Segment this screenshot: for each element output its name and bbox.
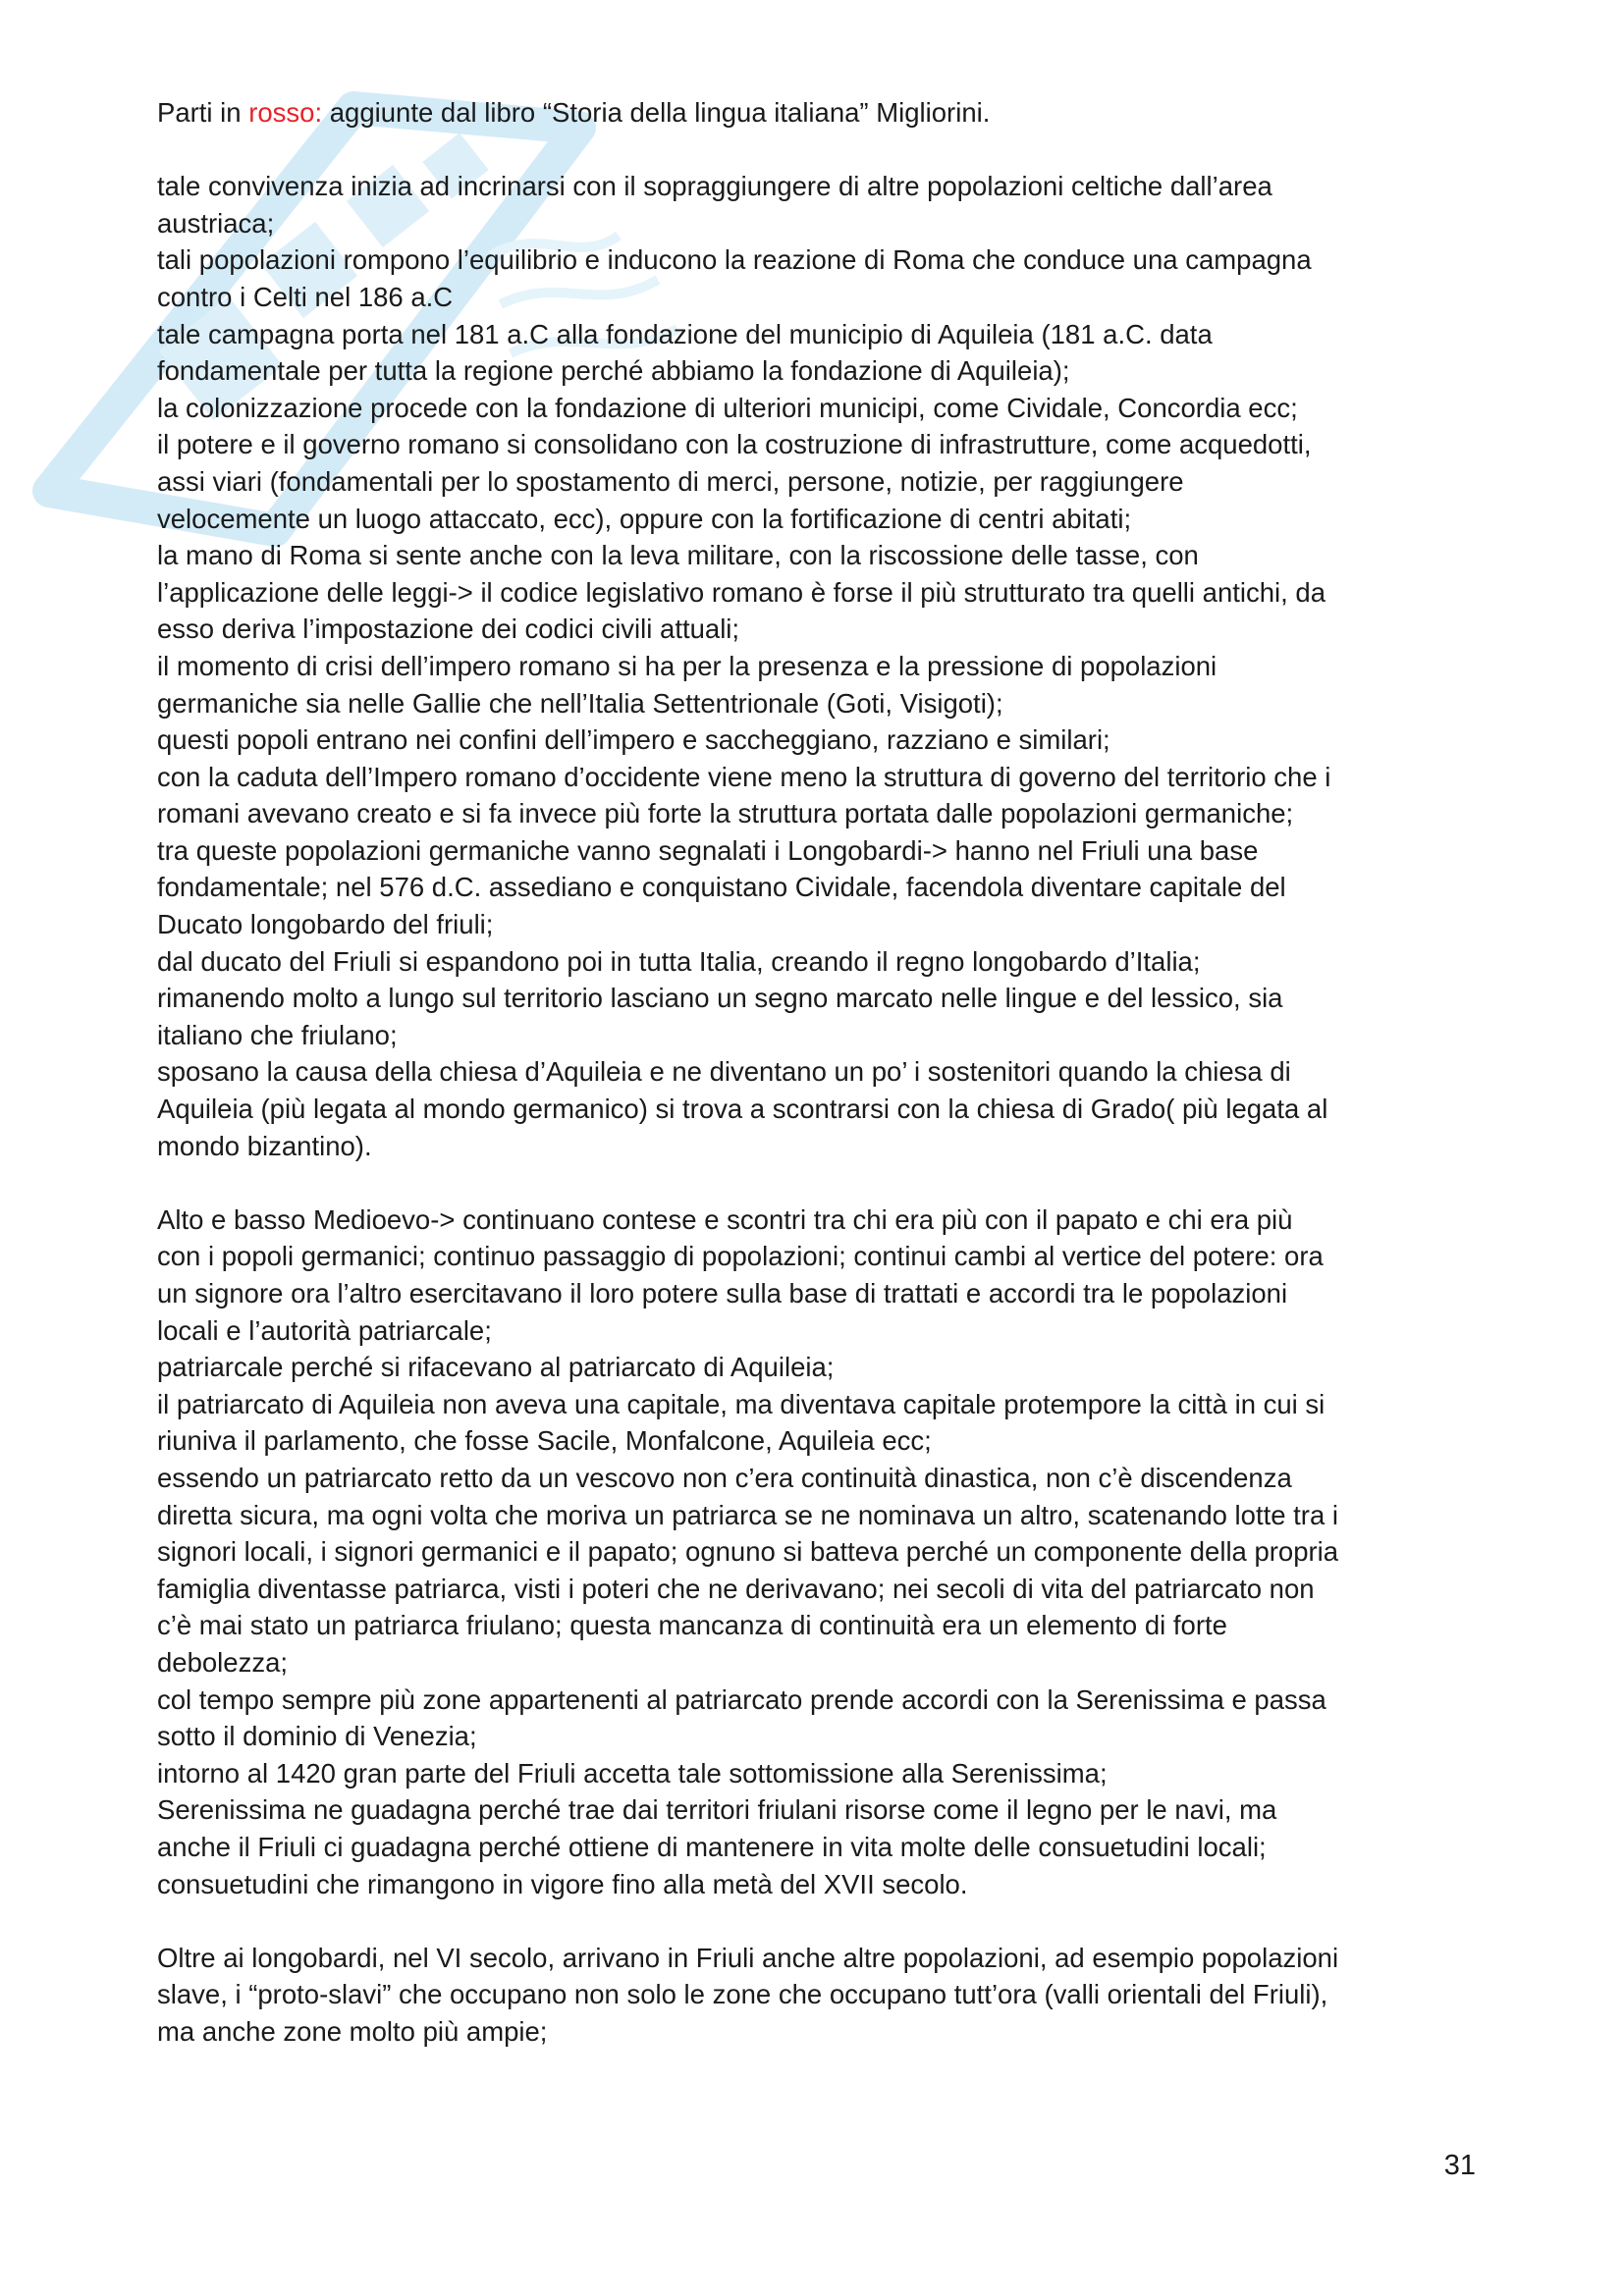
header-suffix: aggiunte dal libro “Storia della lingua italiana” Migliorini. [322,97,991,128]
text-line: assi viari (fondamentali per lo spostamento di merci, persone, notizie, per raggiungere [157,465,1184,497]
text-line: locali e l’autorità patriarcale; [157,1314,492,1346]
header-highlight: rosso: [248,97,323,128]
text-line: Aquileia (più legata al mondo germanico) si trova a scontrarsi con la chiesa di Grado( più legata al [157,1094,1328,1125]
paragraph-gap [157,1902,1483,1940]
text-line: germaniche sia nelle Gallie che nell’Italia Settentrionale (Goti, Visigoti); [157,687,1003,719]
text-line: romani avevano creato e si fa invece più forte la struttura portata dalle popolazioni germaniche; [157,798,1294,829]
text-line: signori locali, i signori germanici e il papato; ognuno si batteva perché un componente della propria [157,1536,1339,1568]
text-line: Alto e basso Medioevo-> continuano contese e scontri tra chi era più con il papato e chi era più [157,1203,1293,1235]
text-line: Serenissima ne guadagna perché trae dai territori friulani risorse come il legno per le navi, ma [157,1794,1277,1826]
text-line: un signore ora l’altro esercitavano il loro potere sulla base di trattati e accordi tra le popolazioni [157,1278,1288,1308]
paragraph-1 [157,168,1483,1164]
text-line: riuniva il parlamento, che fosse Sacile, Monfalcone, Aquileia ecc; [157,1425,932,1457]
text-line: tali popolazioni rompono l’equilibrio e inducono la reazione di Roma che conduce una campagna [157,244,1312,276]
text-line: velocemente un luogo attaccato, ecc), oppure con la fortificazione di centri abitati; [157,503,1132,534]
text-line: patriarcale perché si rifacevano al patriarcato di Aquileia; [157,1352,835,1383]
text-line: ma anche zone molto più ampie; [157,2015,548,2047]
text-line: col tempo sempre più zone appartenenti al patriarcato prende accordi con la Serenissima e passa [157,1683,1326,1715]
text-line: la mano di Roma si sente anche con la leva militare, con la riscossione delle tasse, con [157,540,1199,571]
text-line: tale campagna porta nel 181 a.C alla fondazione del municipio di Aquileia (181 a.C. data [157,318,1213,349]
text-line: questi popoli entrano nei confini dell’impero e saccheggiano, razziano e similari; [157,724,1110,756]
text-line: esso deriva l’impostazione dei codici civili attuali; [157,614,740,645]
text-line: rimanendo molto a lungo sul territorio lasciano un segno marcato nelle lingue e del lessico, sia [157,983,1283,1014]
header-prefix: Parti in [157,97,249,128]
text-line: tale convivenza inizia ad incrinarsi con il sopraggiungere di altre popolazioni celtiche dall’area [157,171,1272,202]
text-line: essendo un patriarcato retto da un vescovo non c’era continuità dinastica, non c’è discendenza [157,1462,1292,1493]
text-line: con la caduta dell’Impero romano d’occidente viene meno la struttura di governo del territorio che i [157,761,1331,792]
text-line: contro i Celti nel 186 a.C [157,281,454,312]
paragraph-2 [157,1201,1483,1902]
document-body [157,94,1483,2050]
text-line: diretta sicura, ma ogni volta che moriva un patriarca se ne nominava un altro, scatenando lotte tra i [157,1499,1339,1530]
text-line: il patriarcato di Aquileia non aveva una capitale, ma diventava capitale protempore la città in cui si [157,1388,1325,1419]
paragraph-3 [157,1940,1483,2051]
text-line: la colonizzazione procede con la fondazione di ulteriori municipi, come Cividale, Concordia ecc; [157,392,1298,423]
text-line: mondo bizantino). [157,1130,372,1161]
text-line: il momento di crisi dell’impero romano si ha per la presenza e la pressione di popolazioni [157,650,1217,681]
text-line: il potere e il governo romano si consolidano con la costruzione di infrastrutture, come acquedotti, [157,429,1312,460]
text-line: debolezza; [157,1646,289,1678]
text-line: dal ducato del Friuli si espandono poi in tutta Italia, creando il regno longobardo d’Italia; [157,945,1201,977]
page-number: 31 [1443,2150,1476,2181]
text-line: tra queste popolazioni germaniche vanno segnalati i Longobardi-> hanno nel Friuli una base [157,834,1259,866]
text-line: famiglia diventasse patriarca, visti i poteri che ne derivavano; nei secoli di vita del patriarcato non [157,1573,1315,1604]
text-line: l’applicazione delle leggi-> il codice legislativo romano è forse il più strutturato tra quelli antichi, da [157,576,1326,608]
text-line: italiano che friulano; [157,1019,398,1050]
text-line: slave, i “proto-slavi” che occupano non solo le zone che occupano tutt’ora (valli orientali del Friuli), [157,1979,1328,2010]
text-line: austriaca; [157,207,275,239]
text-line: consuetudini che rimangono in vigore fino alla metà del XVII secolo. [157,1868,968,1899]
text-line: anche il Friuli ci guadagna perché ottiene di mantenere in vita molte delle consuetudini locali; [157,1831,1267,1862]
paragraph-gap [157,1164,1483,1201]
text-line: Ducato longobardo del friuli; [157,909,494,940]
text-line: intorno al 1420 gran parte del Friuli accetta tale sottomissione alla Serenissima; [157,1757,1108,1789]
text-line: sposano la causa della chiesa d’Aquileia e ne diventano un po’ i sostenitori quando la chiesa di [157,1056,1291,1088]
text-line: sotto il dominio di Venezia; [157,1721,477,1752]
header-note [157,94,1483,132]
text-line: fondamentale per tutta la regione perché abbiamo la fondazione di Aquileia); [157,355,1070,387]
text-line: fondamentale; nel 576 d.C. assediano e conquistano Cividale, facendola diventare capitale del [157,872,1286,903]
text-line: Oltre ai longobardi, nel VI secolo, arrivano in Friuli anche altre popolazioni, ad esempio popolazioni [157,1942,1339,1973]
text-line: con i popoli germanici; continuo passaggio di popolazioni; continui cambi al vertice del potere: ora [157,1241,1324,1272]
text-line: c’è mai stato un patriarca friulano; questa mancanza di continuità era un elemento di forte [157,1610,1227,1641]
